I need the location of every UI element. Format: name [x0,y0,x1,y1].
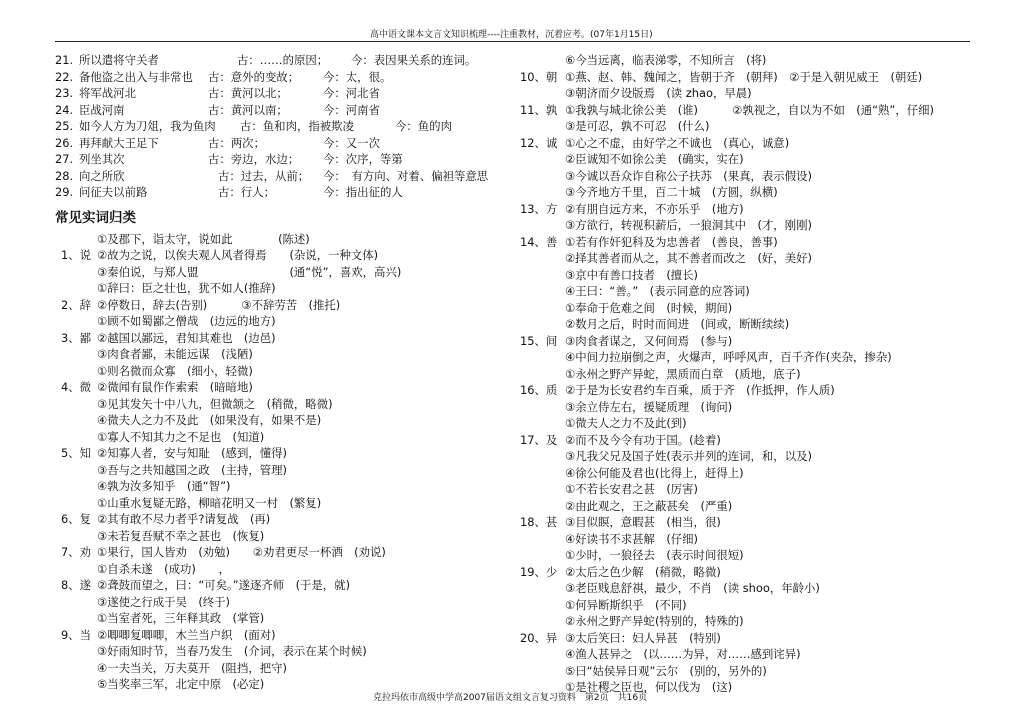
word-group-13 [520,201,990,234]
entry-line: ②择其善者而从之，其不善者而改之 (好，美好) [565,251,812,265]
entry-line: ①不若长安君之甚 (厉害) [565,482,699,496]
entry-line: ③凡我父兄及国子姓(表示并列的连词，和，以及) [565,449,812,463]
word-group-6 [55,495,495,545]
entry-line: ③肉食者鄙，未能远谋 (浅陋) [97,347,253,361]
entry-line: ③余立侍左右，援疑质理 (询问) [565,399,733,414]
entry-line: ②故为之说，以俟夫观人风者得焉 (杂说，一种文体) [97,248,379,262]
left-column [55,52,495,693]
entry-line: ①奉命于危难之间 (时候，期间) [565,300,733,315]
word-group-8 [55,577,495,610]
entry-line: ②聋鼓而望之，曰：“可矣。”遂逐齐师 (于是，就) [97,578,351,592]
entry-line: ①心之不虚，由好学之不诚也 (真心，诚意) [565,135,790,150]
entry-line: ③朝济而夕设版焉 (读 zhao，早晨) [565,86,752,100]
word-group-18 [520,481,990,547]
entry-line: ①我孰与城北徐公美 (谁) ②孰视之，自以为不如 (通“熟”，仔细) [565,102,934,117]
word-number: 18、甚 [520,515,558,529]
entry-line: ③方欲行，转视积薪后，一狼洞其中 (才，刚刚) [565,218,812,232]
entry-line: ①山重水复疑无路，柳暗花明又一村 (繁复) [97,495,322,510]
entry-line: ②越国以鄙远，君知其难也 (边邑) [97,330,276,345]
entry-line: ①当室者死，三年释其政 (掌管) [97,611,265,625]
word-number: 10、朝 [520,69,558,84]
entry-line: ③秦伯说，与郑人盟 (通“悦”，喜欢，高兴) [97,264,402,279]
entry-line: ③遂使之行成于吴 (终于) [97,594,231,609]
word-number: 14、善 [520,234,558,249]
entry-line: ④孰为汝多知乎 (通“智”) [97,479,231,493]
entry-line: ③好雨知时节，当春乃发生 (介词，表示在某个时候) [97,644,367,658]
word-group-7 [55,544,495,577]
word-group-15 [520,300,990,366]
gujin-row: 25. 如今人方为刀俎，我为鱼肉 古：鱼和肉，指被欺凌 今：鱼的肉 [55,119,452,133]
word-number: 7、劝 [61,545,92,559]
word-group-20 [520,613,990,696]
word-group-16 [520,366,990,416]
entry-line: ①辞曰：臣之壮也，犹不如人(推辞) [97,281,276,295]
word-group-19 [520,547,990,613]
word-number: 3、鄙 [61,330,92,345]
word-number: 13、方 [520,201,558,216]
entry-line: ①及郡下，诣太守，说如此 (陈述) [97,231,310,246]
entry-line: ②太后之色少解 (稍微，略微) [565,564,721,579]
gujin-row: 24. 臣战河南 古：黄河以南； 今：河南省 [55,102,380,117]
word-number: 12、诚 [520,135,558,150]
entry-line: ③吾与之共知越国之政 (主持，管理) [97,462,287,477]
entry-line: ④微夫人之力不及此 (如果没有，如果不是) [97,413,322,427]
entry-line: ②而不及今令有功于国。(趁着) [565,432,721,447]
entry-line: ④渔人甚异之 (以……为异，对……感到诧异) [565,647,801,661]
entry-line: ④中间力拉崩倒之声，火爆声，呼呼风声，百千齐作(夹杂，掺杂) [565,350,892,364]
word-number: 1、说 [61,248,92,262]
word-number: 6、复 [61,512,92,526]
section-title: 常见实词归类 [55,209,136,226]
entry-line: ①微夫人之力不及此(到) [565,416,687,430]
gujin-row: 28. 向之所欣 古：过去，从前； 今： 有方向、对着、偏袒等意思 [55,168,489,183]
entry-line: ①少时，一狼径去 (表示时间很短) [565,548,744,562]
gujin-row: 21. 所以遣将守关者 古：……的原因； 今：表因果关系的连词。 [55,53,477,67]
entry-line: ③太后笑曰：妇人异甚 (特别) [565,630,721,645]
entry-line: ⑤曰“姑侯异日观”云尔 (别的，另外的) [565,663,767,678]
entry-line: ③未若复吾赋不幸之甚也 (恢复) [97,528,265,543]
entry-line: ①何异断斯织乎 (不同) [565,597,687,612]
entry-line: ②于是为长安君约车百乘，质于齐 (作抵押，作人质) [565,383,835,397]
entry-line: ③今诚以吾众诈自称公子扶苏 (果真，表示假设) [565,168,812,183]
word-number: 11、孰 [520,102,558,117]
word-number: 4、微 [61,380,92,394]
entry-line: ④一夫当关，万夫莫开 (阻挡，把守) [97,660,287,675]
entry-line: ③老臣贱息舒祺，最少，不肖 (读 shoo，年龄小) [565,581,820,595]
entry-line: ②唧唧复唧唧，木兰当户织 (面对) [97,627,276,642]
entry-line: ②由此观之，王之蔽甚矣 (严重) [565,498,733,513]
entry-line: ③见其发矢十中八九，但微颔之 (稍微，略微) [97,396,333,411]
gujin-row: 23. 将军战河北 古：黄河以北； 今：河北省 [55,86,380,100]
entry-line: ①是社稷之臣也，何以伐为 (这) [565,680,733,694]
word-number: 20、异 [520,630,558,645]
entry-line: ①自杀未遂 (成功) ， [97,561,231,576]
word-number: 8、遂 [61,578,92,592]
gujin-row: 27. 列坐其次 古：旁边，水边； 今：次序，等第 [55,152,403,166]
gujin-row: 29. 问征夫以前路 古：行人； 今：指出征的人 [55,185,403,199]
page-footer: 克拉玛依市高级中学高2007届语文组文言复习资料 第2页 共16页 [373,693,648,703]
entry-line: ③目似瞑，意暇甚 (相当，很) [565,515,721,529]
header-rule [55,41,970,42]
word-number: 9、当 [61,627,92,642]
word-number: 2、辞 [61,297,92,312]
word-group-2 [55,280,495,313]
entry-line: ②永州之野产异蛇(特别的，特殊的) [565,614,744,628]
entry-line: ③京中有善口技者 (擅长) [565,267,699,282]
entry-line: ②有朋自远方来，不亦乐乎 (地方) [565,201,744,216]
word-group-14 [520,234,990,300]
word-number: 19、少 [520,564,558,579]
entry-line: ⑥今当远离，临表涕零，不知所言 (将) [565,53,767,67]
entry-line: ②知寡人者，安与知耻 (感到，懂得) [97,446,287,460]
entry-line: ④王曰：“善。” (表示同意的应答词) [565,284,750,298]
entry-line: ③今齐地方千里，百二十城 (方圆，纵横) [565,185,778,199]
word-group-1 [55,231,495,281]
entry-line: ③肉食者谋之，又何间焉 (参与) [565,333,733,348]
word-number: 15、间 [520,333,558,348]
entry-line: ④好读书不求甚解 (仔细) [565,531,699,546]
gujin-row: 22. 备他盗之出入与非常也 古：意外的变故； 今：太，很。 [55,69,392,84]
entry-line: ②停数日，辞去(告别) ③不辞劳苦 (推托) [97,297,341,312]
entry-line: ②其有敢不尽力者乎?请复战 (再) [97,512,271,526]
page-header: 高中语文课本文言文知识梳理----注重教材，沉着应考。(07年1月15日) [370,30,653,40]
gujin-row: 26. 再拜献大王足下 古：两次； 今：又一次 [55,135,380,150]
gujin-list [55,52,495,201]
word-group-12 [520,135,990,201]
word-group-9 [55,610,495,693]
word-group-3 [55,313,495,363]
entry-line: ①永州之野产异蛇，黑质而白章 (质地，底子) [565,366,801,381]
word-group-5 [55,429,495,495]
entry-line: ①果行，国人皆劝 (劝勉) ②劝君更尽一杯酒 (劝说) [97,545,386,559]
entry-line: ①若有作奸犯科及为忠善者 (善良，善事) [565,234,778,249]
entry-line: ③是可忍，孰不可忍 (什么) [565,119,710,133]
entry-line: ⑤当奖率三军，北定中原 (必定) [97,677,265,691]
entry-line: ①顾不如蜀鄙之僧哉 (边远的地方) [97,314,276,328]
word-number: 16、质 [520,383,558,397]
word-number: 5、知 [61,446,92,460]
word-group-9-cont [520,52,990,69]
word-group-10 [520,69,990,102]
entry-line: ②臣诚知不如徐公美 (确实，实在) [565,152,744,166]
entry-line: ①寡人不知其力之不足也 (知道) [97,429,265,444]
entry-line: ①燕、赵、韩、魏闻之，皆朝于齐 (朝拜) ②于是入朝见威王 (朝廷) [565,69,923,84]
entry-line: ②微闻有鼠作作索索 (暗暗地) [97,380,253,394]
word-group-17 [520,415,990,481]
right-column [520,52,990,696]
word-group-4 [55,363,495,429]
entry-line: ④徐公何能及君也(比得上，赶得上) [565,465,744,480]
entry-line: ①则名微而众寡 (细小，轻微) [97,363,253,378]
entry-line: ②数月之后，时时而间进 (间或，断断续续) [565,317,790,331]
word-group-11 [520,102,990,135]
word-number: 17、及 [520,432,558,447]
